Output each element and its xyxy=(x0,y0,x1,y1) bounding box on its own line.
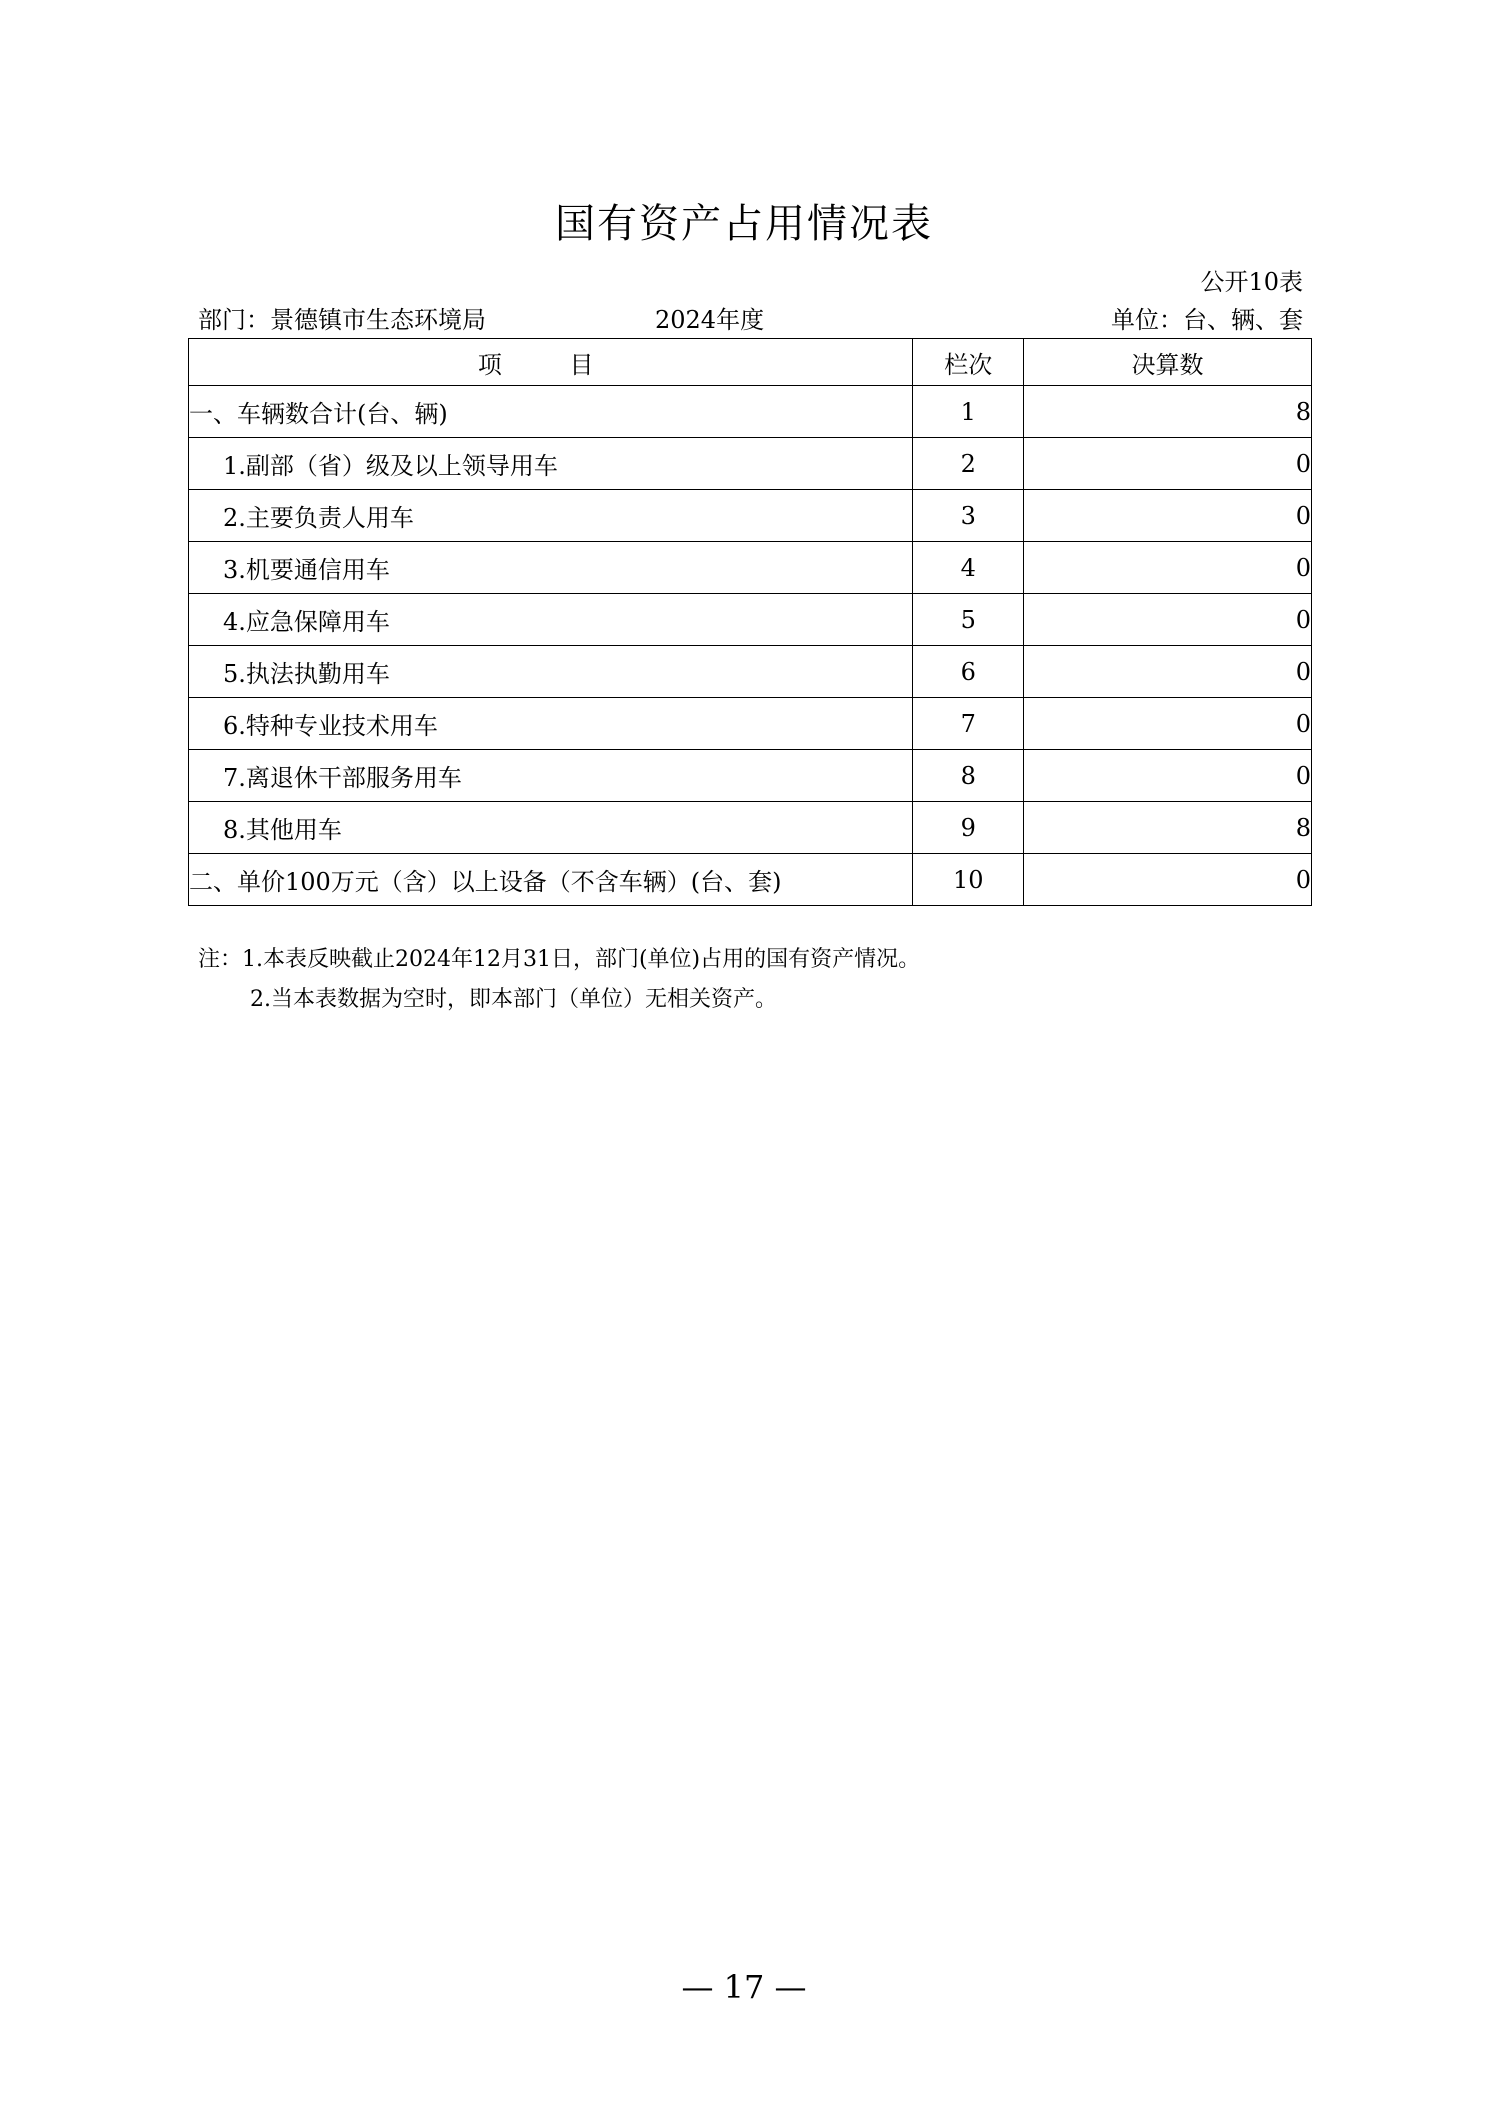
note-line-1: 注：1.本表反映截止2024年12月31日，部门(单位)占用的国有资产情况。 xyxy=(198,947,921,972)
table-row xyxy=(189,386,1312,438)
header-row-no: 栏次 xyxy=(913,339,1024,386)
row-amount: 0 xyxy=(1024,542,1312,594)
table-row xyxy=(189,854,1312,906)
row-number: 1 xyxy=(913,386,1024,438)
row-amount: 0 xyxy=(1024,646,1312,698)
row-number: 3 xyxy=(913,490,1024,542)
row-number: 6 xyxy=(913,646,1024,698)
row-number: 2 xyxy=(913,438,1024,490)
table-row xyxy=(189,750,1312,802)
table-row xyxy=(189,438,1312,490)
row-amount: 0 xyxy=(1024,594,1312,646)
row-item: 2.主要负责人用车 xyxy=(189,490,913,542)
row-amount: 8 xyxy=(1024,386,1312,438)
form-number: 公开10表 xyxy=(1200,268,1303,296)
fiscal-year: 2024年度 xyxy=(655,306,765,334)
row-item: 6.特种专业技术用车 xyxy=(189,698,913,750)
row-amount: 0 xyxy=(1024,438,1312,490)
row-amount: 0 xyxy=(1024,490,1312,542)
row-number: 10 xyxy=(913,854,1024,906)
row-item: 3.机要通信用车 xyxy=(189,542,913,594)
table-row xyxy=(189,646,1312,698)
asset-table xyxy=(188,338,1312,906)
row-item: 8.其他用车 xyxy=(189,802,913,854)
table-row xyxy=(189,594,1312,646)
note-line-2: 2.当本表数据为空时，即本部门（单位）无相关资产。 xyxy=(250,987,777,1012)
table-row xyxy=(189,802,1312,854)
row-item: 一、车辆数合计(台、辆) xyxy=(189,386,913,438)
row-amount: 0 xyxy=(1024,854,1312,906)
row-item: 1.副部（省）级及以上领导用车 xyxy=(189,438,913,490)
page-title: 国有资产占用情况表 xyxy=(555,201,933,247)
row-item: 7.离退休干部服务用车 xyxy=(189,750,913,802)
row-number: 8 xyxy=(913,750,1024,802)
notes xyxy=(198,940,920,1020)
table-row xyxy=(189,698,1312,750)
page-number: — 17 — xyxy=(681,1968,807,2006)
row-number: 7 xyxy=(913,698,1024,750)
row-amount: 0 xyxy=(1024,698,1312,750)
row-item: 5.执法执勤用车 xyxy=(189,646,913,698)
table-row xyxy=(189,542,1312,594)
header-amount: 决算数 xyxy=(1024,339,1312,386)
row-item: 4.应急保障用车 xyxy=(189,594,913,646)
row-amount: 0 xyxy=(1024,750,1312,802)
row-number: 9 xyxy=(913,802,1024,854)
row-number: 4 xyxy=(913,542,1024,594)
table-row xyxy=(189,490,1312,542)
row-number: 5 xyxy=(913,594,1024,646)
table-header-row xyxy=(189,339,1312,386)
header-item: 项 目 xyxy=(189,339,913,386)
row-item: 二、单价100万元（含）以上设备（不含车辆）(台、套) xyxy=(189,854,913,906)
department-label: 部门：景德镇市生态环境局 xyxy=(198,306,486,334)
unit-label: 单位：台、辆、套 xyxy=(1111,306,1303,334)
row-amount: 8 xyxy=(1024,802,1312,854)
